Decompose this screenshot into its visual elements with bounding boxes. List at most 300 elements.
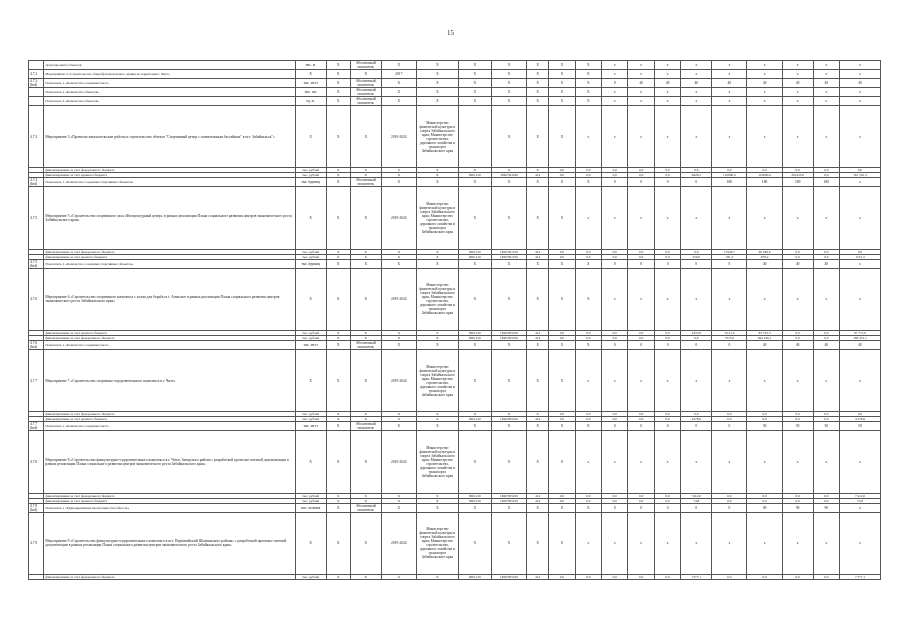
table-cell: Х [575,70,601,79]
table-cell: 414 [527,336,549,341]
row-number-cell: 4.7.6 [29,268,44,330]
table-cell: х [712,512,747,574]
table-cell: Х [527,70,549,79]
table-cell: Х [326,431,350,493]
table-cell: 0,0 [747,168,782,173]
table-cell: х [602,97,628,106]
table-cell: х [840,512,881,574]
table-cell: Х [575,503,601,512]
row-number-cell [29,61,44,70]
table-cell: 18407Ф5010 [491,574,526,579]
table-cell: Х [326,168,350,173]
table-cell: 0 [628,178,654,187]
table-cell: х [782,431,813,493]
table-cell: х [840,97,881,106]
description-cell: Показатель 1 «Количество созданных мест» [44,341,295,350]
table-cell: х [628,70,654,79]
table-cell: х [602,431,628,493]
table-cell: х [575,431,601,493]
table-cell: 0,0 [628,498,654,503]
table-cell: 0,0 [712,493,747,498]
table-cell: х [602,187,628,249]
table-cell: 17946,7 [712,249,747,254]
table-cell: х [782,350,813,412]
description-cell: Показатель 1 «Количество созданных мест» [44,79,295,88]
table-cell: Х [381,249,416,254]
table-cell: Х [350,417,381,422]
table-cell: Х [549,97,575,106]
table-cell: 0,0 [782,254,813,259]
table-cell: Х [491,422,526,431]
page-number: 15 [447,29,454,37]
table-cell: 0 [712,341,747,350]
table-cell: Х [527,168,549,173]
table-cell: Х [381,493,416,498]
table-cell: 0,0 [654,412,680,417]
table-cell: х [747,97,782,106]
table-cell: х [654,431,680,493]
table-cell: 0901210 [458,249,491,254]
table-cell: 0,0 [654,330,680,335]
table-cell: Х [350,498,381,503]
indicator-row [29,259,881,268]
description-cell: Мероприятие 2 «Строительство общеобразовательного здания на территории г. Чита» [44,70,295,79]
table-cell: 0,0 [602,493,628,498]
table-cell: Х [350,254,381,259]
table-cell: Х [416,173,458,178]
table-cell: Х [549,178,575,187]
table-cell: Х [350,493,381,498]
table-cell: 0,0 [575,336,601,341]
table-cell: х [628,187,654,249]
table-cell: тыс. рублей [295,498,326,503]
table-cell: Х [458,412,491,417]
table-cell: Х [575,97,601,106]
table-cell: Х [350,268,381,330]
table-cell: Х [350,412,381,417]
table-cell: х [681,88,712,97]
table-cell: Х [527,431,549,493]
table-cell: 0,0 [813,574,839,579]
table-cell: х [575,187,601,249]
table-cell: 0,0 [813,173,839,178]
table-cell: 0,0 [549,173,575,178]
table-cell: х [602,512,628,574]
table-cell: 0,0 [549,574,575,579]
table-cell: Х [326,254,350,259]
description-cell: финансирование за счет краевого бюджета [44,173,295,178]
table-cell: 2019-2024 [381,431,416,493]
table-cell: тыс. рублей [295,249,326,254]
table-cell: х [782,106,813,168]
table-cell: 0 [654,422,680,431]
table-cell: х [628,97,654,106]
row-number-cell: 4.7.4 (Ind) [29,178,44,187]
table-cell: 0,0 [628,254,654,259]
table-cell: Х [549,431,575,493]
table-cell: Министерство физической культуры и спорта Забайкальского края; Министерство строительства, дорожного хозяйства и транспорта Забайкальского края [416,512,458,574]
table-cell: 0,0 [575,254,601,259]
table-cell: 18407Ф5010 [491,493,526,498]
table-cell: тыс. шт. [295,88,326,97]
table-cell: Х [381,412,416,417]
row-number-cell [29,574,44,579]
table-cell: Х [326,178,350,187]
table-cell: Абсолютный показатель [350,503,381,512]
table-cell: х [782,88,813,97]
table-cell: х [681,268,712,330]
table-cell: х [813,70,839,79]
table-cell: 0,0 [575,498,601,503]
table-cell: 0,0 [575,173,601,178]
table-cell: х [628,431,654,493]
table-cell: х [712,268,747,330]
table-cell: х [840,350,881,412]
table-cell: Х [549,503,575,512]
table-cell: х [602,61,628,70]
table-cell: Х [326,336,350,341]
table-cell: Х [381,61,416,70]
table-cell: Х [381,503,416,512]
table-cell: 18407Ф1010 [491,254,526,259]
table-cell: х [712,70,747,79]
table-cell: 180 [712,178,747,187]
table-cell: 0901210 [458,493,491,498]
table-cell: 0 [681,341,712,350]
table-cell: тыс. рублей [295,417,326,422]
table-cell: 0,0 [712,417,747,422]
table-cell: 40 [782,341,813,350]
table-cell: х [654,70,680,79]
table-cell: Х [381,97,416,106]
table-cell: 90 [782,503,813,512]
table-cell: Х [350,512,381,574]
table-cell: Х [527,503,549,512]
table-cell: 0,0 [549,498,575,503]
table-body [29,61,881,580]
table-cell: 414 [527,173,549,178]
table-cell: 0901210 [458,254,491,259]
table-cell: тыс. мест [295,422,326,431]
table-cell: х [575,350,601,412]
table-cell: 87 771,8 [840,330,881,335]
table-cell: 0,0 [813,168,839,173]
table-cell: х [840,178,881,187]
description-cell: Показатель 3 «Количество объектов» [44,97,295,106]
table-cell: х [628,61,654,70]
table-cell: Х [458,259,491,268]
table-cell: 0,0 [654,254,680,259]
description-cell: финансирование за счет краевого бюджета [44,254,295,259]
table-cell: Х [458,97,491,106]
table-cell: Х [458,341,491,350]
table-cell: 0,0 [747,498,782,503]
table-cell: Х [326,493,350,498]
table-cell: Х [575,88,601,97]
table-cell: 40 [782,259,813,268]
description-cell: финансирование за счет федерального бюджета [44,168,295,173]
table-cell: Х [416,330,458,335]
table-cell: 7515,0 [712,336,747,341]
row-number-cell: 4.7.8 [29,431,44,493]
row-number-cell: 4.7.9 [29,512,44,574]
table-cell: х [681,512,712,574]
table-cell [458,106,491,168]
table-cell: 40 [813,79,839,88]
table-cell: 0,0 [549,493,575,498]
table-cell: Х [350,336,381,341]
table-cell: х [602,350,628,412]
row-number-cell: 4.7.2 [29,70,44,79]
table-cell: 0,0 [782,498,813,503]
table-cell: 7412,0 [681,493,712,498]
table-cell: 0 [602,422,628,431]
table-cell: 0,0 [782,574,813,579]
table-cell: 0 [681,422,712,431]
table-cell: х [813,61,839,70]
table-cell: х [840,61,881,70]
table-cell: 0 [681,178,712,187]
description-cell: финансирование за счет федерального бюджета [44,412,295,417]
table-cell: х [654,106,680,168]
table-cell: Х [491,70,526,79]
table-cell: Х [491,61,526,70]
table-cell: 96 946,0 [747,249,782,254]
table-cell: х [681,187,712,249]
table-cell: 0,0 [840,249,881,254]
table-cell: Х [491,350,526,412]
table-cell: Министерство физической культуры и спорта Забайкальского края; Министерство строительства, дорожного хозяйства и транспорта Забайкальского края [416,106,458,168]
table-cell: х [654,187,680,249]
table-cell: 0,0 [681,336,712,341]
table-cell: 0901210 [458,330,491,335]
table-cell: х [654,97,680,106]
table-cell: 0,0 [782,493,813,498]
table-cell: 414 [527,249,549,254]
table-cell: Министерство физической культуры и спорта Забайкальского края; Министерство строительства, дорожного хозяйства и транспорта Забайкальского края [416,350,458,412]
table-cell: Х [527,61,549,70]
table-cell: 1741,3 [840,254,881,259]
table-cell: Х [326,574,350,579]
description-cell: Мероприятие 9 «Строительство физкультурно-оздоровительного комплекса в пгт. Первомайский Шилкинского района» с разработкой проектно-сметной документации в рамках реализации Плана социального развития центров экономического роста Забайкальского края» [44,512,295,574]
table-cell: 0,0 [602,168,628,173]
table-cell: 4455,8 [681,330,712,335]
table-cell: 0,0 [549,417,575,422]
table-cell: Х [295,512,326,574]
table-cell: Х [549,259,575,268]
table-cell: тыс. мест [295,79,326,88]
table-cell: 0,0 [813,498,839,503]
table-cell: х [628,350,654,412]
table-cell: Х [575,178,601,187]
table-cell: 18407Ф1010 [491,249,526,254]
table-cell: тыс. рублей [295,412,326,417]
table-cell: 50 [782,422,813,431]
table-cell: 0 [628,422,654,431]
table-cell: 0,0 [575,574,601,579]
table-cell: 0,0 [602,574,628,579]
table-cell: х [712,431,747,493]
table-cell: 0 [712,422,747,431]
table-cell: 0,0 [654,168,680,173]
table-cell: 414 [527,330,549,335]
table-cell: х [628,268,654,330]
table-cell: 40 [813,341,839,350]
table-cell: 0,0 [549,336,575,341]
table-cell: 0,0 [813,417,839,422]
table-cell: Х [549,512,575,574]
table-cell: 0,0 [782,330,813,335]
description-cell: Показатель 2 «Количество объектов» [44,88,295,97]
table-cell: Х [458,61,491,70]
table-cell: 0 [654,341,680,350]
table-cell: 0,0 [813,336,839,341]
table-cell: Х [381,88,416,97]
table-cell: 0,0 [628,417,654,422]
indicator-row [29,178,881,187]
table-cell: 0,0 [549,168,575,173]
table-cell: Министерство физической культуры и спорта Забайкальского края; Министерство строительства, дорожного хозяйства и транспорта Забайкальского края [416,268,458,330]
description-cell: финансирование за счет федерального бюджета [44,493,295,498]
description-cell: финансирование за счет краевого бюджета [44,417,295,422]
table-cell: х [747,88,782,97]
table-cell: 0,0 [782,249,813,254]
table-cell: Х [326,97,350,106]
financing-row [29,574,881,579]
table-cell: х [747,268,782,330]
table-cell: 0,0 [549,249,575,254]
table-cell: Х [458,431,491,493]
table-cell: Х [575,79,601,88]
table-cell: тыс. рублей [295,336,326,341]
table-cell: 250,0 [681,254,712,259]
table-cell: Х [381,341,416,350]
row-number-cell [29,97,44,106]
description-cell: Показатель 1 «Единовременная пропускная способность» [44,503,295,512]
table-cell: 7377,1 [681,574,712,579]
activity-row [29,187,881,249]
table-cell: Х [458,79,491,88]
table-cell: 0,0 [628,173,654,178]
table-cell: х [628,106,654,168]
table-cell: Х [416,254,458,259]
description-cell: Мероприятие 6 «Строительство спортивного комплекса с залом для борьбы в г. Агинское в рамках реализации Плана социального развития центров экономического роста Забайкальского края» [44,268,295,330]
table-cell: 4926,3 [681,173,712,178]
table-cell: х [654,268,680,330]
table-cell: 0,0 [628,330,654,335]
table-cell: Х [549,70,575,79]
table-cell: 4278,6 [681,417,712,422]
table-cell: х [840,88,881,97]
table-cell: 74,8 [681,498,712,503]
table-cell: Х [326,79,350,88]
table-cell: х [782,187,813,249]
table-cell: х [813,268,839,330]
table-cell: Х [381,417,416,422]
table-cell: 40 [813,259,839,268]
table-cell: 50 [813,422,839,431]
table-cell: 0,0 [575,417,601,422]
table-cell: 0,0 [747,493,782,498]
table-cell: х [813,97,839,106]
table-cell: 0,0 [575,168,601,173]
table-cell: Х [416,574,458,579]
table-cell: Х [575,422,601,431]
table-cell: х [712,106,747,168]
indicator-row [29,503,881,512]
table-cell: 414 [527,574,549,579]
table-cell: х [782,70,813,79]
table-cell: х [628,88,654,97]
table-cell: Х [458,187,491,249]
table-cell: Х [381,168,416,173]
table-cell: 0,0 [549,330,575,335]
table-cell: 18407Ф5010 [491,498,526,503]
table-cell: Х [381,173,416,178]
table-cell: 0,0 [628,412,654,417]
table-cell: 0901210 [458,574,491,579]
table-cell: Х [549,88,575,97]
table-cell: х [747,512,782,574]
table-cell: Х [527,512,549,574]
description-cell: Доля (процент) объектов [44,61,295,70]
activity-row [29,268,881,330]
table-cell: 0 [681,259,712,268]
table-cell: 181,3 [712,254,747,259]
table-cell: Х [381,178,416,187]
table-cell: Министерство физической культуры и спорта Забайкальского края; Министерство строительства, дорожного хозяйства и транспорта Забайкальского края [416,431,458,493]
table-cell: Х [549,106,575,168]
table-cell: Х [326,503,350,512]
table-cell: х [840,259,881,268]
table-cell: Х [491,88,526,97]
table-cell: 0,0 [840,412,881,417]
table-cell: 414 [527,493,549,498]
table-cell: Х [350,249,381,254]
table-cell: 0,0 [654,173,680,178]
table-cell: Х [549,187,575,249]
description-cell: финансирование за счет краевого бюджета [44,330,295,335]
table-cell: х [747,70,782,79]
table-cell: Х [381,254,416,259]
table-cell: Х [491,412,526,417]
table-cell: Абсолютный показатель [350,79,381,88]
table-cell: Х [326,512,350,574]
table-cell: Х [527,106,549,168]
table-cell: тыс. рублей [295,168,326,173]
table-cell: Абсолютный показатель [350,88,381,97]
table-cell: 0,0 [813,249,839,254]
table-cell: Х [295,431,326,493]
table-cell: 0,0 [628,574,654,579]
table-cell: Х [458,422,491,431]
indicator-row [29,61,881,70]
table-cell: 7 377,1 [840,574,881,579]
table-cell: Х [416,412,458,417]
table-cell: х [747,187,782,249]
table-cell: Х [381,259,416,268]
description-cell: Показатель 1 «Количество созданных спортивных объектов» [44,259,295,268]
table-cell: 2019-2024 [381,350,416,412]
table-cell: Х [326,106,350,168]
table-cell: х [712,187,747,249]
table-cell: 0,0 [681,412,712,417]
table-cell: 0 [654,178,680,187]
table-cell: х [747,350,782,412]
table-cell: Абсолютный показатель [350,422,381,431]
table-cell: Х [458,168,491,173]
table-cell: х [654,61,680,70]
